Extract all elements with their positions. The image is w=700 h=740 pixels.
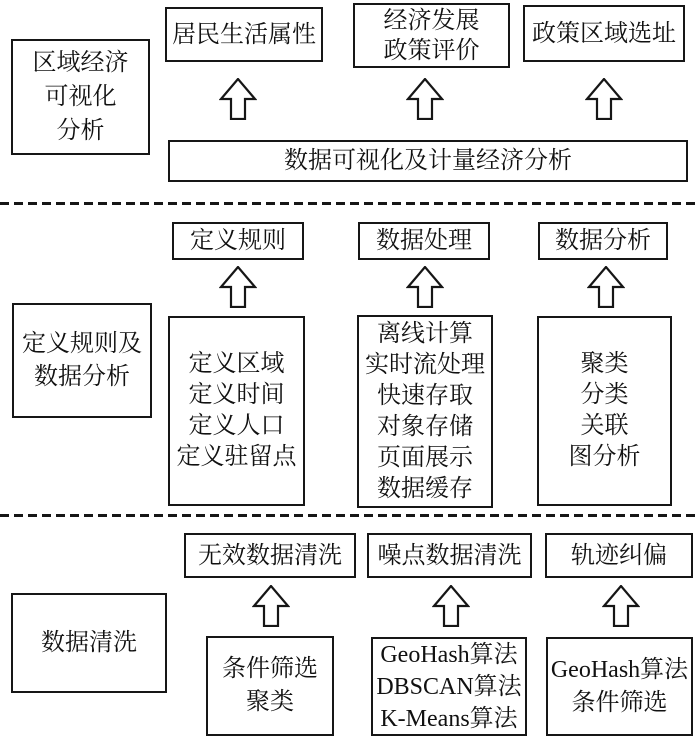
middle-side-label-box: [12, 303, 152, 418]
side-label: 数据清洗: [41, 630, 137, 656]
trajectory-correction-header-box: [545, 533, 693, 578]
up-arrow-icon: [252, 585, 290, 627]
section-divider-dashed-line: [0, 202, 700, 205]
data-analysis-header-box: [538, 222, 668, 260]
up-arrow-icon: [219, 266, 257, 308]
policy-region-siting-box: [523, 5, 685, 62]
box-label-line: 政策评价: [383, 37, 480, 64]
detail-line: GeoHash算法: [380, 641, 518, 668]
up-arrow-icon: [406, 78, 444, 120]
up-arrow-icon: [587, 266, 625, 308]
side-label-line: 数据分析: [34, 363, 130, 390]
detail-line: 定义驻留点: [176, 444, 297, 470]
detail-line: GeoHash算法: [550, 656, 689, 683]
box-label: 数据处理: [376, 228, 472, 254]
detail-line: 对象存储: [377, 413, 473, 440]
box-label: 定义规则: [190, 228, 286, 254]
detail-line: 快速存取: [377, 382, 473, 409]
top-side-label-box: [11, 39, 150, 155]
box-label: 居民生活属性: [172, 21, 316, 48]
trajectory-correction-algorithms-box: [546, 637, 693, 736]
detail-line: 聚类: [580, 351, 629, 377]
define-rules-header-box: [172, 222, 304, 260]
detail-line: 实时流处理: [365, 351, 485, 378]
detail-line: 聚类: [246, 689, 294, 715]
detail-line: DBSCAN算法: [376, 673, 522, 700]
side-label-line: 分析: [56, 118, 105, 144]
data-analysis-detail-box: [537, 316, 672, 506]
data-cleaning-side-box: [11, 593, 167, 693]
detail-line: 分类: [580, 382, 629, 408]
box-label-line: 经济发展: [383, 7, 480, 34]
noise-cleaning-algorithms-box: [371, 637, 527, 736]
detail-line: K-Means算法: [380, 705, 518, 732]
noise-data-cleaning-header-box: [367, 533, 532, 578]
box-label: 数据分析: [555, 228, 651, 254]
detail-line: 定义时间: [188, 382, 285, 408]
up-arrow-icon: [602, 585, 640, 627]
detail-line: 离线计算: [377, 320, 473, 347]
up-arrow-icon: [432, 585, 470, 627]
detail-line: 定义区域: [188, 351, 285, 377]
residents-life-attribute-box: [165, 7, 323, 62]
condition-filter-cluster-box: [206, 636, 334, 736]
side-label-line: 定义规则及: [22, 330, 142, 357]
box-label: 政策区域选址: [532, 20, 676, 47]
data-visualization-econometric-analysis-box: [168, 140, 688, 182]
detail-line: 条件筛选: [571, 689, 668, 716]
detail-line: 图分析: [568, 444, 641, 470]
detail-line: 定义人口: [188, 413, 285, 439]
data-processing-detail-box: [357, 315, 493, 508]
data-processing-header-box: [358, 222, 490, 260]
detail-line: 页面展示: [377, 444, 473, 471]
section-divider-dashed-line: [0, 514, 700, 517]
invalid-data-cleaning-header-box: [184, 533, 356, 578]
side-label-line: 可视化: [44, 84, 117, 110]
box-label: 无效数据清洗: [198, 542, 342, 569]
detail-line: 关联: [580, 413, 629, 439]
side-label-line: 区域经济: [32, 50, 129, 76]
up-arrow-icon: [219, 78, 257, 120]
box-label: 轨迹纠偏: [571, 542, 667, 569]
box-label: 噪点数据清洗: [377, 542, 522, 569]
detail-line: 数据缓存: [377, 475, 473, 502]
define-rules-detail-box: [168, 316, 305, 506]
detail-line: 条件筛选: [222, 656, 318, 682]
economic-development-policy-evaluation-box: [353, 3, 510, 68]
box-label: 数据可视化及计量经济分析: [284, 148, 572, 174]
up-arrow-icon: [585, 78, 623, 120]
up-arrow-icon: [406, 266, 444, 308]
